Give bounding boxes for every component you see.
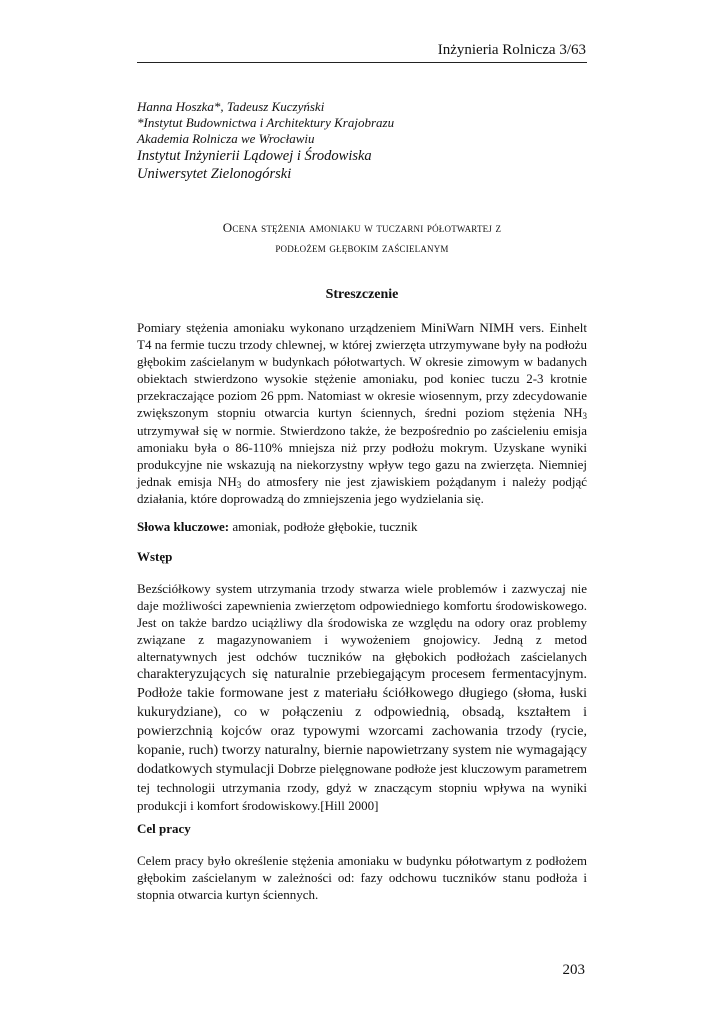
abstract-heading: Streszczenie (325, 287, 399, 302)
intro-text (137, 580, 587, 814)
affiliation-1-line-2: Akademia Rolnicza we Wrocławiu (137, 131, 315, 146)
abstract-subscript-2: 3 (236, 479, 242, 490)
affiliation-2-line-2: Uniwersytet Zielonogórski (137, 166, 292, 182)
abstract-part-2: utrzymywał się w normie. Stwierdzono także, że bezpośrednio po zaścieleniu emisja amoniaku była o 86-110% mniejsza niż przy podłożu mokrym. Uzyskane wyniki produkcyjne nie wskazują na niekorzystny wpływ tego gazu na zwierzęta. Niemniej jednak emisja NH (137, 422, 587, 489)
intro-part-3: Dobrze pielęgnowane podłoże jest kluczowym parametrem tej technologii utrzymania rzody, gdyż w znaczącym stopniu wpływa na wyniki produkcji i komfort środowiskowy.[Hill 2000] (137, 761, 587, 813)
keywords-label: Słowa kluczowe: (137, 519, 230, 534)
author-block (137, 99, 587, 183)
intro-part-1: Bezściółkowy system utrzymania trzody stwarza wiele problemów i zazwyczaj nie daje możliwości zapewnienia zwierzętom odpowiedniego komfortu środowiskowego. Jest on także bardzo uciążliwy dla środowiska ze względu na odory oraz problemy związane z magazynowaniem i wywożeniem gnojowicy. Jedną z metod alternatywnych jest odchów tuczników na głębokich podłożach zaścielanych (137, 581, 587, 665)
paper-title (137, 218, 587, 258)
header-rule (137, 62, 587, 63)
title-line-1: Ocena stężenia amoniaku w tuczarni półotwartej z (222, 220, 502, 235)
abstract-text (137, 319, 587, 507)
keywords (137, 518, 587, 535)
affiliation-1-line-1: *Instytut Budownictwa i Architektury Krajobrazu (137, 115, 395, 130)
intro-heading: Wstęp (137, 549, 173, 564)
aim-text: Celem pracy było określenie stężenia amoniaku w budynku półotwartym z podłożem głębokim zaścielanym w zależności od: fazy odchowu tuczników stanu podłoża i stopnia otwarcia kurtyn ściennych. (137, 853, 587, 903)
keywords-text: amoniak, podłoże głębokie, tucznik (229, 519, 418, 534)
author-names: Hanna Hoszka*, Tadeusz Kuczyński (137, 99, 325, 114)
title-line-2: podłożem głębokim zaścielanym (275, 240, 449, 255)
abstract-subscript-1: 3 (582, 411, 587, 422)
intro-part-2: charakteryzujących się naturalnie przebiegającym procesem fermentacyjnym. Podłoże takie formowane jest z materiału ściółkowego długiego (słoma, łuski kukurydziane), co w połączeniu z odpowiednią, obsadą, kształtem i powierzchnią kojców oraz typowymi wzorcami zachowania trzody (rycie, kopanie, ruch) tworzy naturalny, biernie napowietrzany system nie wymagający dodatkowych stymulacji (137, 667, 587, 778)
page-number: 203 (562, 962, 585, 978)
journal-header: Inżynieria Rolnicza 3/63 (437, 42, 586, 58)
abstract-part-1: Pomiary stężenia amoniaku wykonano urządzeniem MiniWarn NIMH vers. Einhelt T4 na fermie tuczu trzody chlewnej, w której zwierzęta utrzymywane były na podłożu głębokim zaścielanym w budynkach półotwartych. W okresie zimowym w badanych obiektach stwierdzono wysokie stężenie amoniaku, pod koniec tuczu 2-3 krotnie przekraczające poziom 26 ppm. Natomiast w okresie wiosennym, przy zdecydowanie zwiększonym stopniu otwarcia kurtyn ściennych, średni poziom stężenia NH (137, 320, 587, 421)
affiliation-2-line-1: Instytut Inżynierii Lądowej i Środowiska (137, 148, 372, 164)
aim-heading: Cel pracy (137, 821, 191, 836)
abstract-part-3: do atmosfery nie jest zjawiskiem pożądanym i należy podjąć działania, które doprowadzą do zmniejszenia jego wydzielania się. (137, 473, 587, 506)
